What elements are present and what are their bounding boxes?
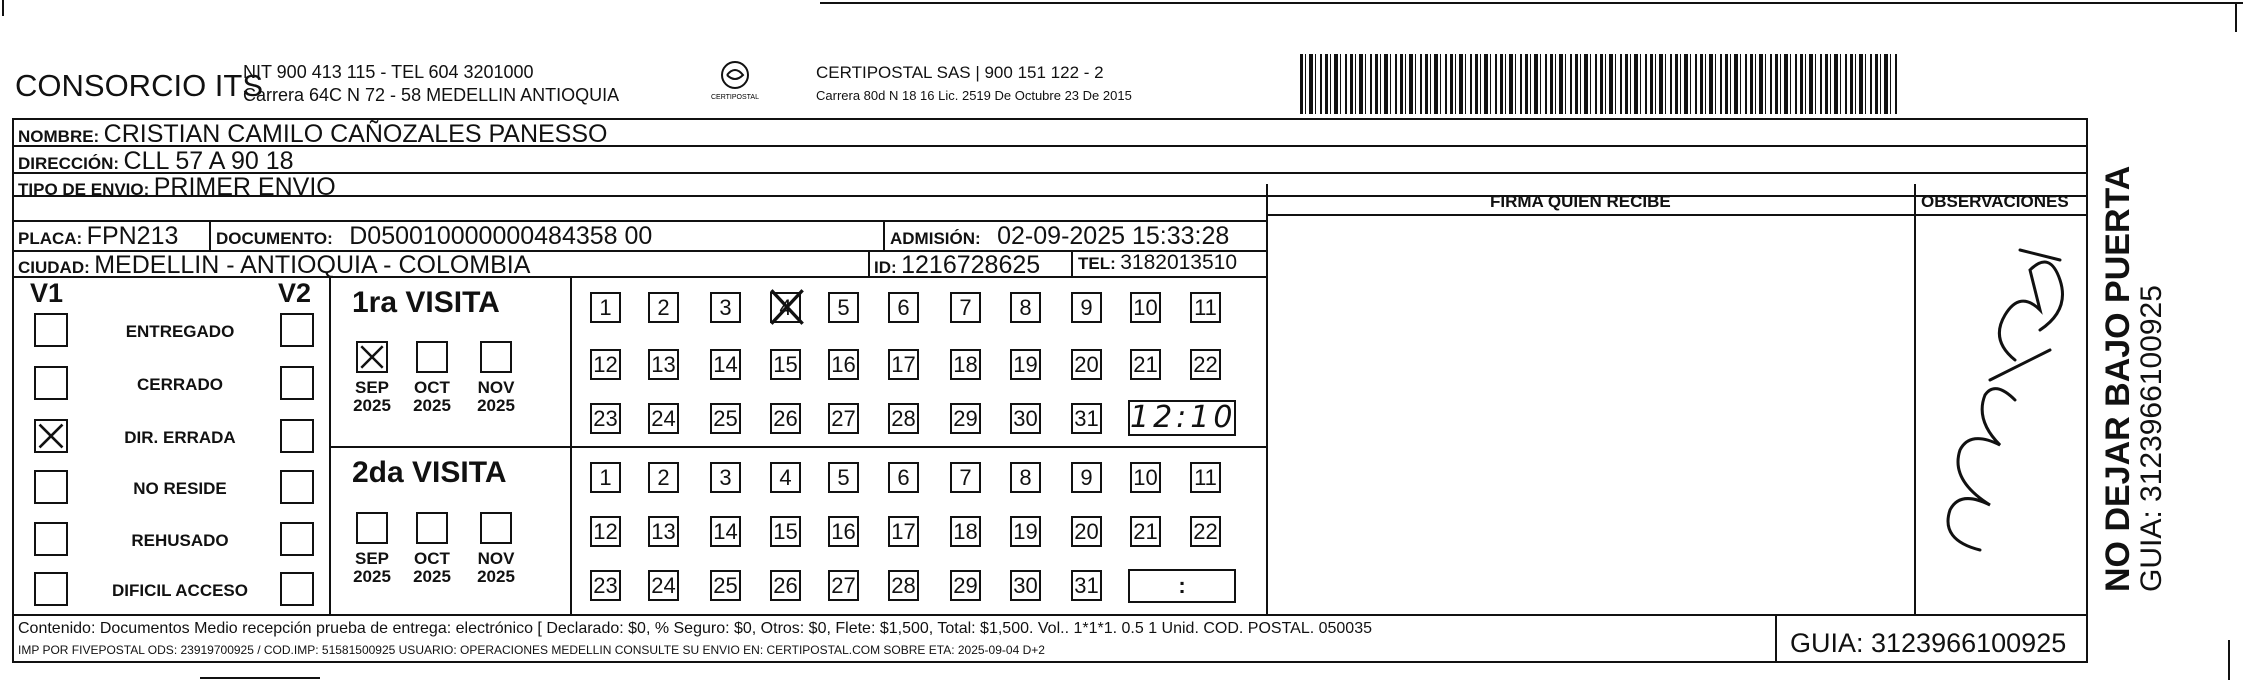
month-checkbox[interactable] [356, 341, 388, 373]
day-box[interactable] [950, 570, 981, 601]
col-divider-obs [1914, 184, 1916, 614]
day-number: 9 [1080, 465, 1093, 490]
month-label [471, 379, 521, 415]
day-box[interactable] [648, 570, 679, 601]
ciudad-value: MEDELLIN - ANTIOQUIA - COLOMBIA [94, 251, 531, 279]
col-divider-days [570, 276, 572, 614]
day-number: 28 [891, 573, 916, 598]
day-number: 22 [1193, 519, 1218, 544]
nombre-label: NOMBRE: [18, 127, 100, 146]
day-box[interactable] [770, 403, 801, 434]
documento-value: D050010000000484358 00 [349, 222, 653, 250]
day-number: 6 [897, 295, 910, 320]
admision-cell [890, 222, 1229, 251]
day-number: 22 [1193, 352, 1218, 377]
status-v1-checkbox[interactable] [34, 313, 68, 347]
month-year: 2025 [353, 567, 391, 586]
month-checkbox[interactable] [480, 341, 512, 373]
x-mark-icon [36, 421, 66, 451]
day-number: 17 [891, 352, 916, 377]
certipostal-info: CERTIPOSTAL SAS | 900 151 122 - 2 [816, 63, 1104, 82]
day-number: 25 [713, 406, 738, 431]
day-box[interactable] [1071, 462, 1102, 493]
day-number: 15 [773, 519, 798, 544]
day-number: 4 [779, 465, 792, 490]
day-box[interactable] [1071, 570, 1102, 601]
day-box[interactable] [1071, 349, 1102, 380]
status-v1-checkbox[interactable] [34, 419, 68, 453]
day-box[interactable] [1190, 462, 1221, 493]
v2-label: V2 [278, 278, 312, 308]
col-divider-visits [329, 276, 331, 614]
day-number: 31 [1074, 406, 1099, 431]
certipostal-logo [705, 55, 765, 105]
month-checkbox[interactable] [416, 512, 448, 544]
month-label [347, 550, 397, 586]
visit-divider [329, 446, 1266, 448]
status-v2-checkbox[interactable] [280, 522, 314, 556]
day-box[interactable] [888, 292, 919, 323]
scan-edge-right [2235, 2, 2237, 32]
day-number: 27 [831, 406, 856, 431]
footer-guia-divider [1775, 614, 1777, 663]
day-box[interactable] [1071, 403, 1102, 434]
direccion-row [18, 147, 294, 176]
barcode [1300, 54, 1900, 114]
placa-cell [18, 222, 178, 251]
status-v2-checkbox[interactable] [280, 313, 314, 347]
day-box[interactable] [1010, 403, 1041, 434]
day-box[interactable] [888, 516, 919, 547]
status-label: CERRADO [137, 375, 223, 394]
day-box[interactable] [1071, 516, 1102, 547]
day-box[interactable] [1190, 349, 1221, 380]
tel-value: 3182013510 [1120, 251, 1238, 274]
day-number: 1 [599, 295, 612, 320]
direccion-value: CLL 57 A 90 18 [123, 147, 294, 175]
day-number: 30 [1013, 573, 1038, 598]
month-name: SEP [354, 549, 390, 568]
handwritten-observation [1920, 230, 2080, 610]
status-v2-checkbox[interactable] [280, 470, 314, 504]
status-v1-checkbox[interactable] [34, 470, 68, 504]
nombre-row [18, 120, 607, 149]
day-box[interactable] [828, 570, 859, 601]
day-box[interactable] [648, 403, 679, 434]
day-box[interactable] [1130, 292, 1161, 323]
day-box[interactable] [1010, 292, 1041, 323]
day-box[interactable] [888, 462, 919, 493]
status-label: ENTREGADO [125, 322, 235, 341]
day-number: 2 [657, 465, 670, 490]
day-number: 30 [1013, 406, 1038, 431]
col-divider-adm [883, 220, 885, 250]
day-number: 2 [657, 295, 670, 320]
month-checkbox[interactable] [356, 512, 388, 544]
certipostal-license: Carrera 80d N 18 16 Lic. 2519 De Octubre 23 De 2015 [816, 88, 1132, 103]
month-year: 2025 [477, 396, 515, 415]
documento-cell [216, 222, 652, 251]
day-number: 31 [1074, 573, 1099, 598]
day-box[interactable] [950, 403, 981, 434]
day-number: 19 [1013, 519, 1038, 544]
day-number: 20 [1074, 519, 1099, 544]
day-number: 6 [897, 465, 910, 490]
day-box[interactable] [1010, 570, 1041, 601]
status-v2-checkbox[interactable] [280, 572, 314, 606]
scan-edge-right-bottom [2228, 640, 2230, 680]
tipo-row [18, 173, 336, 202]
tel-label: TEL: [1078, 254, 1116, 273]
day-box[interactable] [770, 570, 801, 601]
day-number: 5 [837, 465, 850, 490]
day-number: 14 [713, 519, 738, 544]
month-name: OCT [414, 549, 450, 568]
day-number: 5 [837, 295, 850, 320]
day-box[interactable] [590, 516, 621, 547]
day-box[interactable] [1130, 349, 1161, 380]
day-box[interactable] [1071, 292, 1102, 323]
day-number: 12 [593, 352, 618, 377]
scan-edge-left [2, 0, 4, 16]
month-year: 2025 [477, 567, 515, 586]
day-box[interactable] [590, 570, 621, 601]
day-box[interactable] [1130, 462, 1161, 493]
day-number: 29 [953, 406, 978, 431]
day-number: 20 [1074, 352, 1099, 377]
scan-edge-top [820, 2, 2243, 4]
day-box[interactable] [1190, 516, 1221, 547]
day-box[interactable] [950, 516, 981, 547]
id-label: ID: [874, 258, 897, 277]
ciudad-cell [18, 251, 530, 280]
month-checkbox[interactable] [416, 341, 448, 373]
col-divider-firma [1266, 184, 1268, 614]
day-number: 11 [1194, 465, 1217, 490]
footer-contenido: Contenido: Documentos Medio recepción prueba de entrega: electrónico [ Declarado: $0, % Seguro: $0, Otros: $0, Flete: $1,500, Total: $1,500. Vol.. 1*1*1. 0.5 1 Unid. COD. POSTAL. 050035 [18, 620, 1372, 637]
second-visit-time-field[interactable] [1128, 569, 1236, 603]
day-number: 10 [1133, 465, 1158, 490]
day-number: 18 [953, 519, 978, 544]
day-number: 24 [651, 406, 676, 431]
day-number: 17 [891, 519, 916, 544]
status-v1-checkbox[interactable] [34, 366, 68, 400]
day-number: 3 [719, 465, 732, 490]
month-year: 2025 [353, 396, 391, 415]
status-label: NO RESIDE [133, 479, 227, 498]
id-value: 1216728625 [901, 251, 1041, 279]
day-box[interactable] [1010, 349, 1041, 380]
day-box[interactable] [648, 516, 679, 547]
admision-value: 02-09-2025 15:33:28 [997, 222, 1230, 250]
day-box[interactable] [770, 462, 801, 493]
day-number: 26 [773, 573, 798, 598]
status-label: REHUSADO [131, 531, 229, 550]
month-name: SEP [354, 378, 390, 397]
company-nit: NIT 900 413 115 - TEL 604 3201000 [243, 62, 534, 82]
documento-label: DOCUMENTO: [216, 229, 333, 248]
first-visit-time-value: 12:10 [1130, 400, 1237, 435]
day-box[interactable] [590, 462, 621, 493]
status-v1-checkbox[interactable] [34, 572, 68, 606]
day-box[interactable] [888, 403, 919, 434]
status-v2-checkbox[interactable] [280, 419, 314, 453]
day-box[interactable] [590, 403, 621, 434]
day-number: 28 [891, 406, 916, 431]
id-cell [874, 251, 1040, 280]
day-box[interactable] [710, 462, 741, 493]
day-number: 9 [1080, 295, 1093, 320]
observaciones-label: OBSERVACIONES [1921, 192, 2069, 211]
month-year: 2025 [413, 396, 451, 415]
day-number: 21 [1133, 352, 1158, 377]
month-checkbox[interactable] [480, 512, 512, 544]
month-name: OCT [414, 378, 450, 397]
day-number: 4 [779, 295, 792, 320]
day-number: 13 [651, 352, 676, 377]
day-number: 25 [713, 573, 738, 598]
day-number: 19 [1013, 352, 1038, 377]
day-number: 7 [959, 465, 972, 490]
day-box[interactable] [710, 292, 741, 323]
day-box[interactable] [648, 292, 679, 323]
status-v1-checkbox[interactable] [34, 522, 68, 556]
day-number: 21 [1133, 519, 1158, 544]
day-number: 1 [599, 465, 612, 490]
company-name: CONSORCIO ITS [15, 68, 264, 103]
tipo-label: TIPO DE ENVIO: [18, 180, 150, 199]
day-box[interactable] [1130, 516, 1161, 547]
day-number: 26 [773, 406, 798, 431]
day-box[interactable] [648, 462, 679, 493]
day-number: 14 [713, 352, 738, 377]
side-text [2100, 166, 2168, 592]
day-box[interactable] [770, 516, 801, 547]
day-box[interactable] [770, 292, 801, 323]
scan-edge-bottom [200, 677, 320, 679]
col-divider-tel [1071, 250, 1073, 276]
direccion-label: DIRECCIÓN: [18, 154, 120, 173]
day-box[interactable] [888, 570, 919, 601]
firma-label: FIRMA QUIEN RECIBE [1490, 192, 1671, 211]
placa-value: FPN213 [86, 222, 179, 250]
day-number: 8 [1019, 465, 1032, 490]
day-box[interactable] [710, 349, 741, 380]
day-number: 27 [831, 573, 856, 598]
footer-imp: IMP POR FIVEPOSTAL ODS: 23919700925 / COD.IMP: 51581500925 USUARIO: OPERACIONES MEDELLIN CONSULTE SU ENVIO EN: CERTIPOSTAL.COM SOBRE ETA: 2025-09-04 D+2 [18, 643, 1045, 657]
day-box[interactable] [828, 462, 859, 493]
day-box[interactable] [1190, 292, 1221, 323]
x-mark-icon [358, 343, 386, 371]
admision-label: ADMISIÓN: [890, 229, 981, 248]
day-number: 8 [1019, 295, 1032, 320]
firma-header-line [1266, 214, 2088, 216]
col-divider-doc [209, 220, 211, 250]
day-box[interactable] [770, 349, 801, 380]
tel-cell [1078, 251, 1237, 275]
month-label [471, 550, 521, 586]
day-number: 16 [831, 352, 856, 377]
month-name: NOV [477, 378, 515, 397]
x-mark-icon [768, 288, 806, 326]
side-warning: NO DEJAR BAJO PUERTA [2099, 165, 2137, 592]
day-box[interactable] [828, 403, 859, 434]
footer-guia: GUIA: 3123966100925 [1790, 628, 2067, 658]
day-box[interactable] [888, 349, 919, 380]
day-box[interactable] [710, 570, 741, 601]
day-box[interactable] [950, 349, 981, 380]
day-box[interactable] [828, 516, 859, 547]
nombre-value: CRISTIAN CAMILO CAÑOZALES PANESSO [103, 120, 608, 148]
second-visit-title: 2da VISITA [352, 456, 507, 489]
day-box[interactable] [828, 292, 859, 323]
day-box[interactable] [710, 516, 741, 547]
day-number: 15 [773, 352, 798, 377]
day-number: 23 [593, 406, 618, 431]
placa-label: PLACA: [18, 229, 83, 248]
month-label [347, 379, 397, 415]
day-number: 24 [651, 573, 676, 598]
status-label: DIR. ERRADA [124, 428, 236, 447]
second-visit-time-value: : [1178, 573, 1186, 598]
status-label: DIFICIL ACCESO [111, 581, 248, 600]
ciudad-label: CIUDAD: [18, 258, 90, 277]
v1-label: V1 [30, 278, 64, 308]
day-box[interactable] [828, 349, 859, 380]
status-v2-checkbox[interactable] [280, 366, 314, 400]
day-box[interactable] [590, 349, 621, 380]
day-number: 13 [651, 519, 676, 544]
first-visit-title: 1ra VISITA [352, 286, 500, 319]
day-box[interactable] [1010, 462, 1041, 493]
day-number: 16 [831, 519, 856, 544]
day-number: 10 [1133, 295, 1158, 320]
col-divider-id [868, 250, 870, 276]
day-number: 29 [953, 573, 978, 598]
side-guia: GUIA: 3123966100925 [2135, 285, 2168, 592]
month-name: NOV [477, 549, 515, 568]
month-label [407, 550, 457, 586]
day-box[interactable] [1010, 516, 1041, 547]
month-label [407, 379, 457, 415]
day-number: 7 [959, 295, 972, 320]
day-box[interactable] [710, 403, 741, 434]
company-address: Carrera 64C N 72 - 58 MEDELLIN ANTIOQUIA [243, 85, 620, 105]
day-box[interactable] [590, 292, 621, 323]
svg-text:CERTIPOSTAL: CERTIPOSTAL [711, 94, 759, 101]
day-box[interactable] [648, 349, 679, 380]
day-box[interactable] [950, 292, 981, 323]
day-number: 23 [593, 573, 618, 598]
day-number: 11 [1194, 295, 1217, 320]
tipo-value: PRIMER ENVIO [153, 173, 336, 201]
day-number: 18 [953, 352, 978, 377]
month-year: 2025 [413, 567, 451, 586]
first-visit-time-field[interactable] [1128, 400, 1236, 436]
day-number: 12 [593, 519, 618, 544]
day-box[interactable] [950, 462, 981, 493]
day-number: 3 [719, 295, 732, 320]
